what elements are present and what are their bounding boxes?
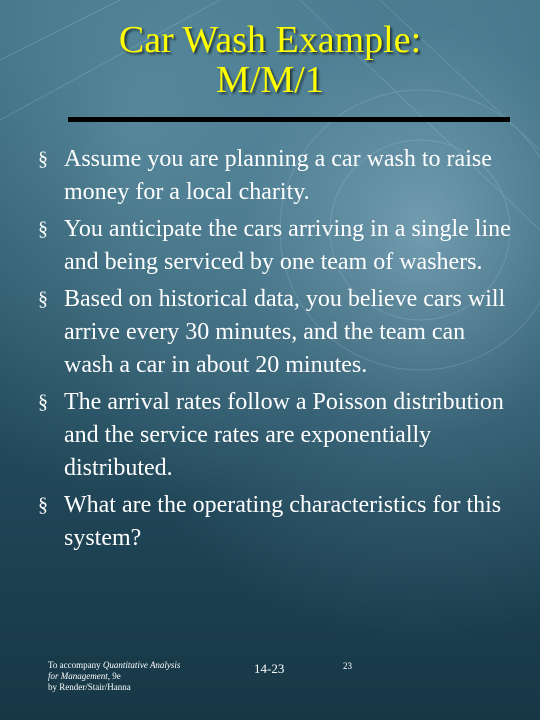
footer-citation [48,660,180,693]
bullet-marker-icon: § [38,391,48,413]
title-divider [68,117,510,122]
footer-book-title-2: for Management [48,671,108,681]
bullet-list [38,143,516,559]
bullet-marker-icon: § [38,148,48,170]
bullet-item [38,143,516,209]
bullet-marker-icon: § [38,218,48,240]
bullet-item [38,283,516,382]
title-line-1: Car Wash Example: [118,19,422,61]
bullet-text: You anticipate the cars arriving in a single line and being serviced by one team of washers. [64,216,511,275]
slide-code: 14-23 [254,661,285,676]
bullet-text: The arrival rates follow a Poisson distribution and the service rates are exponentially distributed. [64,389,504,481]
bullet-text: Based on historical data, you believe cars will arrive every 30 minutes, and the team can wash a car in about 20 minutes. [64,286,506,378]
page-number: 23 [343,661,352,671]
bullet-item [38,386,516,485]
footer-prefix: To accompany [48,660,103,670]
slide-title [0,20,540,100]
footer-edition: , 9e [107,671,121,681]
footer-book-title-1: Quantitative Analysis [102,660,181,670]
footer-authors: by Render/Stair/Hanna [48,682,131,692]
bullet-marker-icon: § [38,494,48,516]
bullet-marker-icon: § [38,288,48,310]
bullet-item [38,213,516,279]
bullet-item [38,489,516,555]
bullet-text: What are the operating characteristics for this system? [64,492,502,551]
title-line-2: M/M/1 [216,59,324,101]
bullet-text: Assume you are planning a car wash to raise money for a local charity. [64,146,492,205]
